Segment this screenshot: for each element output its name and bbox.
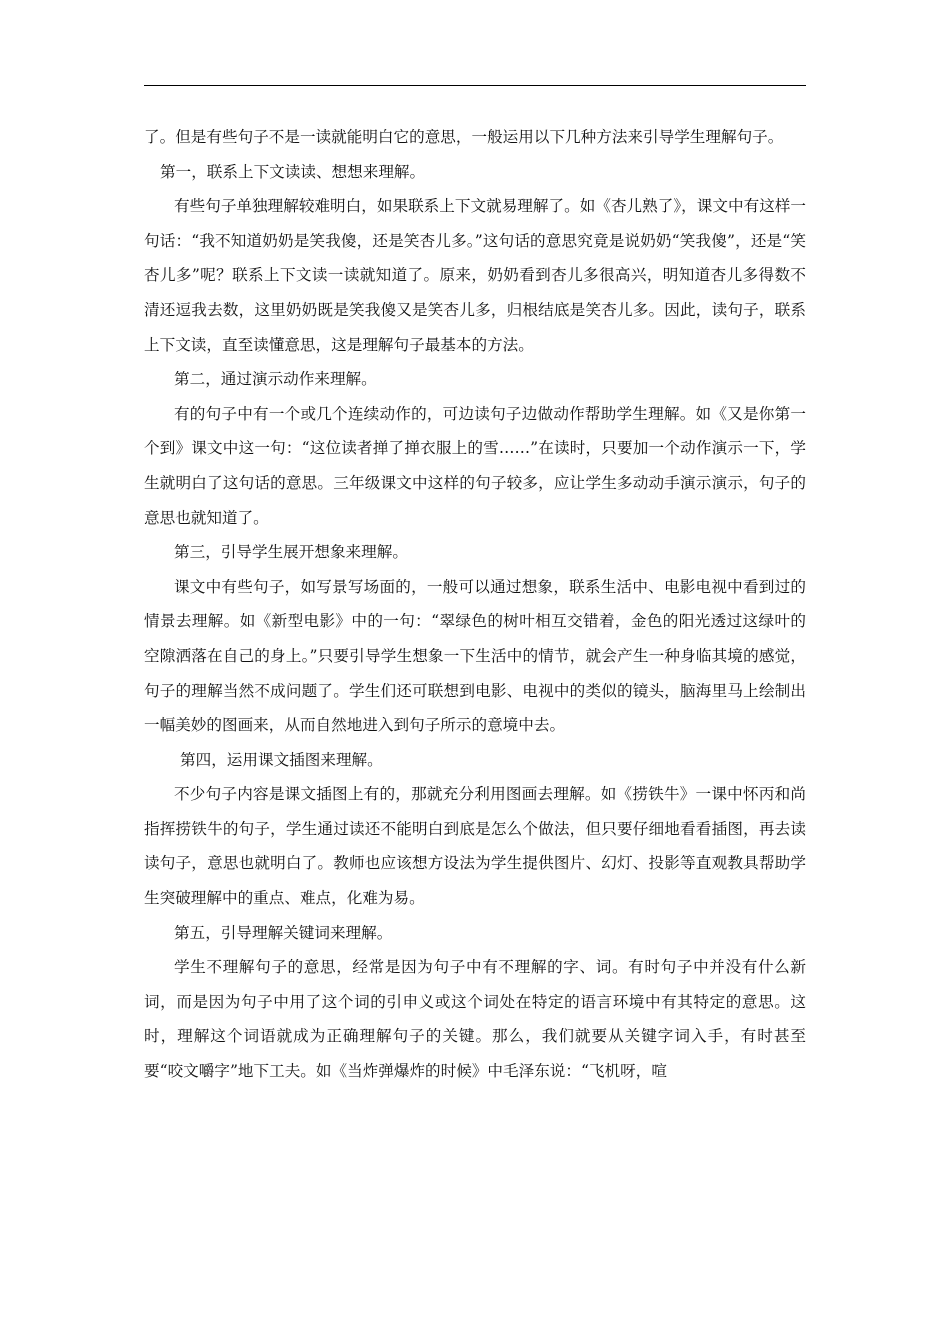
section-heading: 第三，引导学生展开想象来理解。 bbox=[174, 543, 408, 562]
paragraph: 不少句子内容是课文插图上有的，那就充分利用图画去理解。如《捞铁牛》一课中怀丙和尚指挥捞铁牛的句子，学生通过读还不能明白到底是怎么个做法，但只要仔细地看看插图，再去读读句子，意思也就明白了。教师也应该想方设法为学生提供图片、幻灯、投影等直观教具帮助学生突破理解中的重点、难点，化难为易。 bbox=[144, 785, 806, 908]
section-heading: 第五，引导理解关键词来理解。 bbox=[174, 923, 393, 942]
section-heading: 第四，运用课文插图来理解。 bbox=[180, 750, 383, 769]
paragraph: 有些句子单独理解较难明白，如果联系上下文就易理解了。如《杏儿熟了》，课文中有这样一句话：“我不知道奶奶是笑我傻，还是笑杏儿多。”这句话的意思究竟是说奶奶“笑我傻”，还是“笑杏儿多”呢？联系上下文读一读就知道了。原来，奶奶看到杏儿多很高兴，明知道杏儿多得数不清还逗我去数，这里奶奶既是笑我傻又是笑杏儿多，归根结底是笑杏儿多。因此，读句子，联系上下文读，直至读懂意思，这是理解句子最基本的方法。 bbox=[144, 197, 806, 354]
paragraph: 了。但是有些句子不是一读就能明白它的意思，一般运用以下几种方法来引导学生理解句子。 bbox=[144, 128, 784, 146]
paragraph: 课文中有些句子，如写景写场面的，一般可以通过想象，联系生活中、电影电视中看到过的情景去理解。如《新型电影》中的一句：“翠绿色的树叶相互交错着，金色的阳光透过这绿叶的空隙洒落在自己的身上。”只要引导学生想象一下生活中的情节，就会产生一种身临其境的感觉，句子的理解当然不成问题了。学生们还可联想到电影、电视中的类似的镜头，脑海里马上绘制出一幅美妙的图画来，从而自然地进入到句子所示的意境中去。 bbox=[144, 577, 806, 735]
paragraph: 学生不理解句子的意思，经常是因为句子中有不理解的字、词。有时句子中并没有什么新词，而是因为句子中用了这个词的引申义或这个词处在特定的语言环境中有其特定的意思。这时，理解这个词语就成为正确理解句子的关键。那么，我们就要从关键字词入手，有时甚至要“咬文嚼字”地下工夫。如《当炸弹爆炸的时候》中毛泽东说：“飞机呀，喧 bbox=[144, 958, 806, 1081]
section-heading: 第二，通过演示动作来理解。 bbox=[174, 370, 377, 389]
header-rule bbox=[144, 85, 806, 86]
section-heading: 第一，联系上下文读读、想想来理解。 bbox=[160, 162, 426, 181]
paragraph: 有的句子中有一个或几个连续动作的，可边读句子边做动作帮助学生理解。如《又是你第一个到》课文中这一句：“这位读者掸了掸衣服上的雪……”在读时，只要加一个动作演示一下，学生就明白了这句话的意思。三年级课文中这样的句子较多，应让学生多动动手演示演示，句子的意思也就知道了。 bbox=[144, 404, 806, 527]
body-text bbox=[144, 120, 806, 1089]
